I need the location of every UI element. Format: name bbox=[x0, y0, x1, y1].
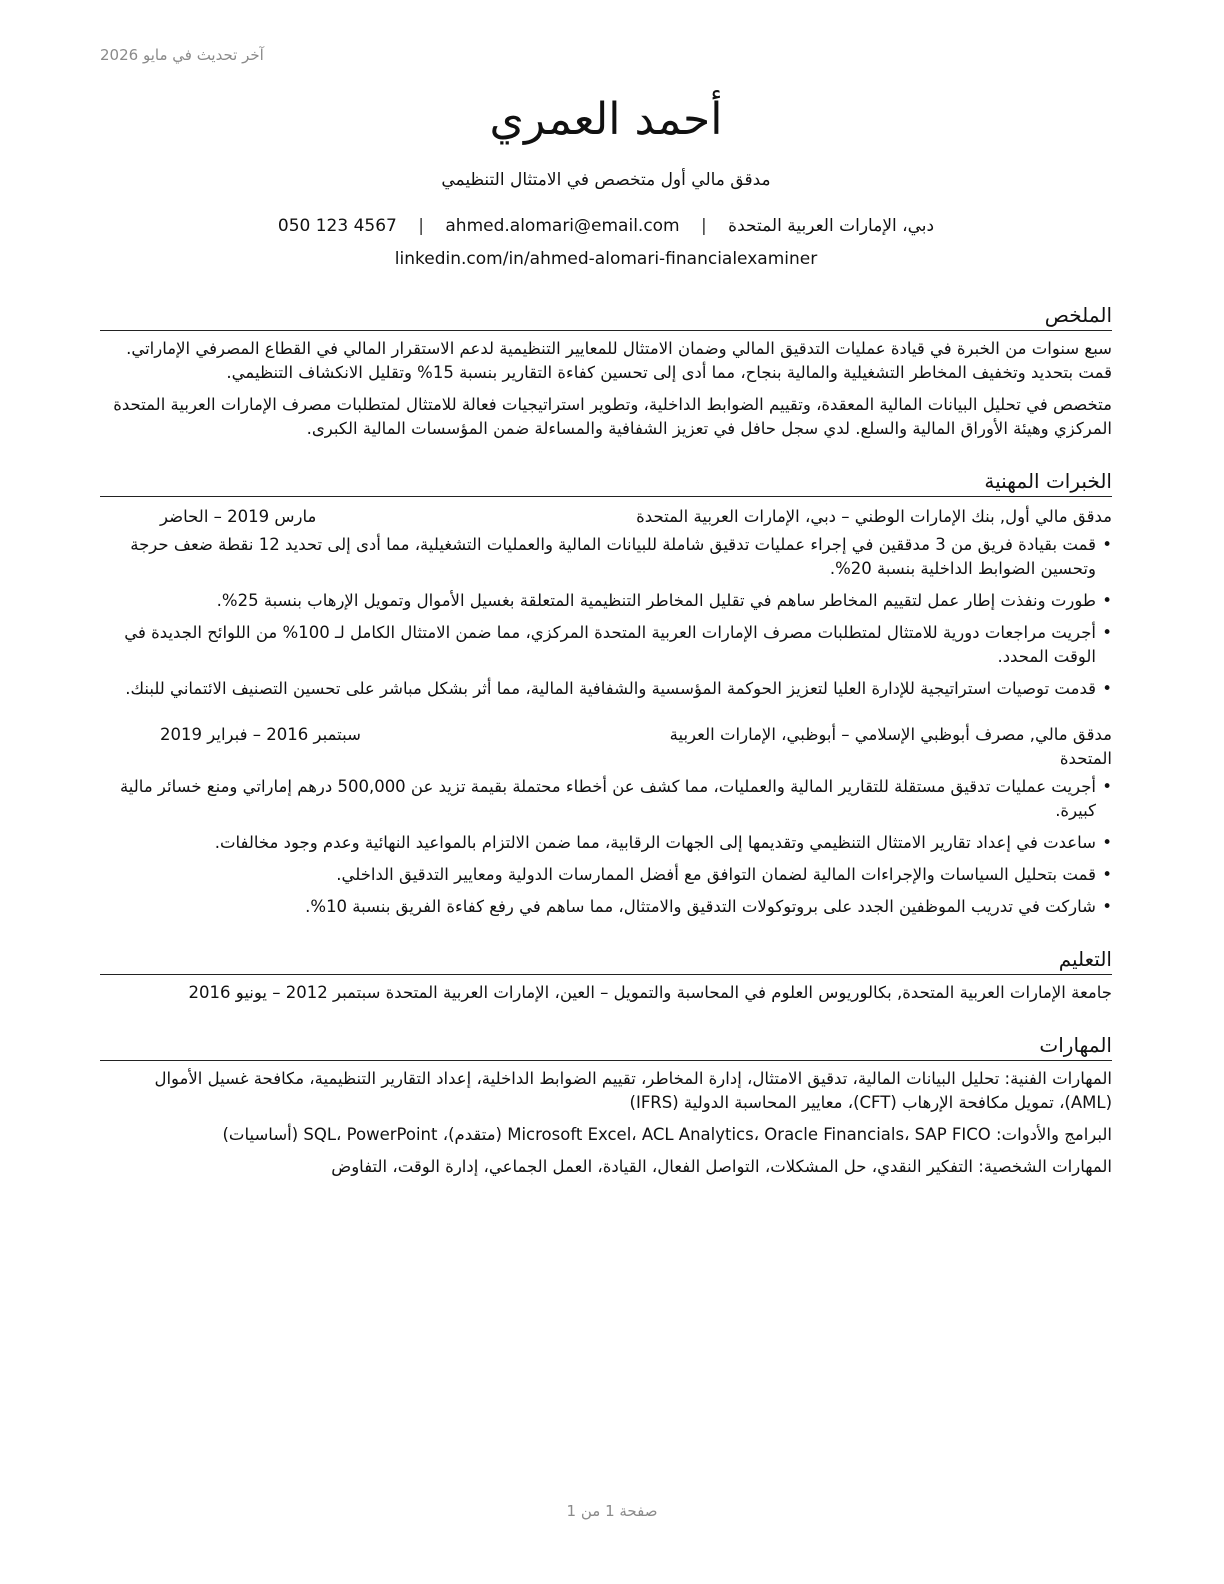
job-header bbox=[100, 723, 1112, 771]
summary-paragraph: متخصص في تحليل البيانات المالية المعقدة، وتقييم الضوابط الداخلية، وتطوير استراتيجيات فعالة للامتثال لمتطلبات مصرف الإمارات العربية المتحدة المركزي وهيئة الأوراق المالية والسلع. لدي سجل حافل في تعزيز الشفافية والمساءلة ضمن المؤسسات المالية الكبرى. bbox=[113, 395, 1112, 438]
list-item: • طورت ونفذت إطار عمل لتقييم المخاطر ساهم في تقليل المخاطر التنظيمية المتعلقة بغسيل الأموال وتمويل الإرهاب بنسبة 25%. bbox=[100, 589, 1112, 613]
candidate-name: أحمد العمري bbox=[489, 94, 723, 145]
contact-separator: | bbox=[418, 216, 424, 236]
contact-phone: 050 123 4567 bbox=[277, 216, 397, 236]
candidate-title: مدقق مالي أول متخصص في الامتثال التنظيمي bbox=[441, 170, 771, 190]
education-entry: جامعة الإمارات العربية المتحدة, بكالوريوس العلوم في المحاسبة والتمويل – العين، الإمارات العربية المتحدة سبتمبر 2012 – يونيو 2016 bbox=[188, 983, 1112, 1002]
job-entry bbox=[100, 723, 1112, 919]
job-dates: سبتمبر 2016 – فبراير 2019 bbox=[160, 725, 361, 744]
section-heading-education: التعليم bbox=[100, 945, 1112, 975]
job-bullets bbox=[100, 775, 1112, 919]
job-title: مدقق مالي أول, بنك الإمارات الوطني – دبي، الإمارات العربية المتحدة bbox=[636, 507, 1112, 526]
list-item: • أجريت مراجعات دورية للامتثال لمتطلبات مصرف الإمارات العربية المتحدة المركزي، مما ضمن الامتثال الكامل لـ 100% من اللوائح الجديدة في الوقت المحدد. bbox=[100, 621, 1112, 669]
contact-linkedin bbox=[100, 247, 1112, 271]
section-heading-experience: الخبرات المهنية bbox=[100, 467, 1112, 497]
contact-line bbox=[100, 214, 1112, 238]
resume-page bbox=[100, 88, 1112, 1187]
job-entry bbox=[100, 505, 1112, 701]
job-title: مدقق مالي, مصرف أبوظبي الإسلامي – أبوظبي، الإمارات العربية المتحدة bbox=[669, 725, 1112, 768]
linkedin-link[interactable]: linkedin.com/in/ahmed-alomari-financialexaminer bbox=[394, 249, 818, 269]
contact-email[interactable]: ahmed.alomari@email.com bbox=[445, 216, 680, 236]
skills-tools: البرامج والأدوات: Microsoft Excel، ACL Analytics، Oracle Financials، SAP FICO (متقدم)، SQL، PowerPoint (أساسيات) bbox=[222, 1125, 1112, 1144]
page-number: صفحة 1 من 1 bbox=[566, 1502, 658, 1520]
list-item: • شاركت في تدريب الموظفين الجدد على بروتوكولات التدقيق والامتثال، مما ساهم في رفع كفاءة الفريق بنسبة 10%. bbox=[100, 895, 1112, 919]
list-item: • قمت بتحليل السياسات والإجراءات المالية لضمان التوافق مع أفضل الممارسات الدولية ومعايير التدقيق الداخلي. bbox=[100, 863, 1112, 887]
contact-location: دبي، الإمارات العربية المتحدة bbox=[728, 216, 935, 236]
contact-separator: | bbox=[701, 216, 707, 236]
list-item: • ساعدت في إعداد تقارير الامتثال التنظيمي وتقديمها إلى الجهات الرقابية، مما ضمن الالتزام بالمواعيد النهائية وعدم وجود مخالفات. bbox=[100, 831, 1112, 855]
summary-paragraph: سبع سنوات من الخبرة في قيادة عمليات التدقيق المالي وضمان الامتثال للمعايير التنظيمية لدعم الاستقرار المالي في القطاع المصرفي الإماراتي. قمت بتحديد وتخفيف المخاطر التشغيلية والمالية بنجاح، مما أدى إلى تحسين كفاءة التقارير بنسبة 15% وتقليل الانكشاف التنظيمي. bbox=[126, 339, 1112, 382]
job-header bbox=[100, 505, 1112, 529]
list-item: • أجريت عمليات تدقيق مستقلة للتقارير المالية والعمليات، مما كشف عن أخطاء محتملة بقيمة تزيد عن 500,000 درهم إماراتي ومنع خسائر مالية كبيرة. bbox=[100, 775, 1112, 823]
list-item: • قدمت توصيات استراتيجية للإدارة العليا لتعزيز الحوكمة المؤسسية والشفافية المالية، مما أثر بشكل مباشر على تحسين التصنيف الائتماني للبنك. bbox=[100, 677, 1112, 701]
section-heading-summary: الملخص bbox=[100, 301, 1112, 331]
list-item: • قمت بقيادة فريق من 3 مدققين في إجراء عمليات تدقيق شاملة للبيانات المالية والعمليات التشغيلية، مما أدى إلى تحديد 12 نقطة ضعف حرجة وتحسين الضوابط الداخلية بنسبة 20%. bbox=[100, 533, 1112, 581]
last-updated-note: آخر تحديث في مايو 2026 bbox=[100, 46, 264, 64]
skills-technical: المهارات الفنية: تحليل البيانات المالية، تدقيق الامتثال، إدارة المخاطر، تقييم الضوابط الداخلية، إعداد التقارير التنظيمية، مكافحة غسيل الأموال (AML)، تمويل مكافحة الإرهاب (CFT)، معايير المحاسبة الدولية (IFRS) bbox=[154, 1069, 1112, 1112]
skills-soft: المهارات الشخصية: التفكير النقدي، حل المشكلات، التواصل الفعال، القيادة، العمل الجماعي، إدارة الوقت، التفاوض bbox=[331, 1157, 1112, 1176]
job-dates: مارس 2019 – الحاضر bbox=[160, 507, 317, 526]
job-bullets bbox=[100, 533, 1112, 701]
section-heading-skills: المهارات bbox=[100, 1031, 1112, 1061]
